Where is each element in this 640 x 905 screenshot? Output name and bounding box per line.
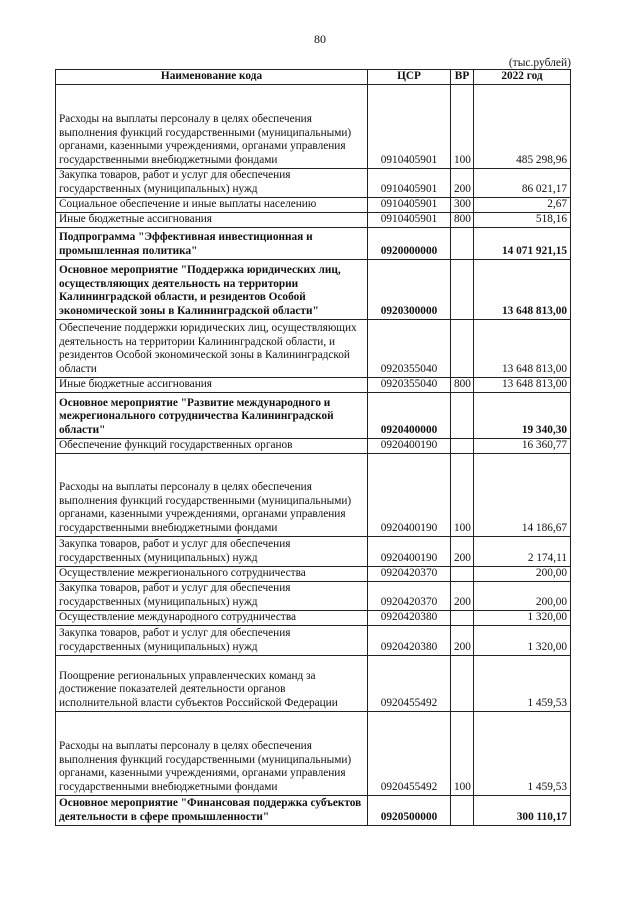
cell-name: Основное мероприятие "Развитие международного и межрегионального сотрудничества Калининградской области" [56, 392, 368, 438]
cell-name: Осуществление международного сотрудничества [56, 610, 368, 625]
cell-amount: 16 360,77 [474, 438, 571, 453]
cell-vr: 100 [451, 453, 474, 536]
table-row [56, 84, 571, 168]
budget-table [55, 69, 571, 826]
header-name: Наименование кода [56, 70, 368, 85]
cell-csr: 0920455492 [368, 711, 451, 795]
cell-name: Расходы на выплаты персоналу в целях обеспечения выполнения функций государственными (муниципальными) органами, казенными учреждениями, органами управления государственными внебюджетными фондами [56, 453, 368, 536]
table-row [56, 212, 571, 227]
cell-vr: 200 [451, 625, 474, 655]
cell-vr [451, 795, 474, 825]
cell-vr [451, 227, 474, 259]
table-row [56, 711, 571, 795]
cell-name: Основное мероприятие "Поддержка юридических лиц, осуществляющих деятельность на территории Калининградской области, и резидентов Особой экономической зоны в Калининградской области" [56, 259, 368, 319]
cell-amount: 19 340,30 [474, 392, 571, 438]
cell-csr: 0920400190 [368, 438, 451, 453]
cell-amount: 2 174,11 [474, 536, 571, 566]
table-row [56, 168, 571, 197]
cell-vr [451, 566, 474, 581]
cell-csr: 0920400000 [368, 392, 451, 438]
cell-vr: 200 [451, 581, 474, 610]
cell-amount: 1 320,00 [474, 610, 571, 625]
header-vr: ВР [451, 70, 474, 85]
cell-name: Осуществление межрегионального сотрудничества [56, 566, 368, 581]
cell-vr [451, 319, 474, 377]
cell-csr: 0920400190 [368, 453, 451, 536]
cell-name: Расходы на выплаты персоналу в целях обеспечения выполнения функций государственными (муниципальными) органами, казенными учреждениями, органами управления государственными внебюджетными фондами [56, 711, 368, 795]
table-row [56, 453, 571, 536]
cell-amount: 1 320,00 [474, 625, 571, 655]
cell-vr [451, 259, 474, 319]
cell-name: Подпрограмма "Эффективная инвестиционная и промышленная политика" [56, 227, 368, 259]
table-row [56, 259, 571, 319]
cell-name: Закупка товаров, работ и услуг для обеспечения государственных (муниципальных) нужд [56, 625, 368, 655]
table-row [56, 197, 571, 212]
cell-name: Закупка товаров, работ и услуг для обеспечения государственных (муниципальных) нужд [56, 536, 368, 566]
cell-name: Расходы на выплаты персоналу в целях обеспечения выполнения функций государственными (муниципальными) органами, казенными учреждениями, органами управления государственными внебюджетными фондами [56, 84, 368, 168]
cell-amount: 518,16 [474, 212, 571, 227]
table-row [56, 377, 571, 392]
table-row [56, 610, 571, 625]
cell-vr: 300 [451, 197, 474, 212]
cell-csr: 0920355040 [368, 377, 451, 392]
cell-amount: 86 021,17 [474, 168, 571, 197]
cell-amount: 300 110,17 [474, 795, 571, 825]
cell-amount: 2,67 [474, 197, 571, 212]
cell-csr: 0910405901 [368, 168, 451, 197]
units-label: (тыс.рублей) [508, 57, 571, 69]
cell-csr: 0920300000 [368, 259, 451, 319]
table-row [56, 319, 571, 377]
page-number: 80 [314, 32, 326, 46]
cell-csr: 0920420380 [368, 610, 451, 625]
cell-name: Основное мероприятие "Финансовая поддержка субъектов деятельности в сфере промышленности" [56, 795, 368, 825]
cell-vr [451, 610, 474, 625]
cell-vr: 200 [451, 168, 474, 197]
table-row [56, 581, 571, 610]
cell-amount: 14 071 921,15 [474, 227, 571, 259]
table-row [56, 795, 571, 825]
table-row [56, 566, 571, 581]
cell-amount: 13 648 813,00 [474, 377, 571, 392]
cell-csr: 0910405901 [368, 84, 451, 168]
header-year: 2022 год [474, 70, 571, 85]
cell-vr: 200 [451, 536, 474, 566]
header-csr: ЦСР [368, 70, 451, 85]
cell-vr [451, 392, 474, 438]
cell-csr: 0910405901 [368, 197, 451, 212]
cell-name: Иные бюджетные ассигнования [56, 212, 368, 227]
cell-amount: 1 459,53 [474, 655, 571, 711]
cell-amount: 200,00 [474, 566, 571, 581]
cell-name: Иные бюджетные ассигнования [56, 377, 368, 392]
cell-csr: 0920400190 [368, 536, 451, 566]
cell-csr: 0920455492 [368, 655, 451, 711]
cell-csr: 0920500000 [368, 795, 451, 825]
cell-csr: 0920420370 [368, 581, 451, 610]
cell-name: Закупка товаров, работ и услуг для обеспечения государственных (муниципальных) нужд [56, 581, 368, 610]
table-row [56, 655, 571, 711]
cell-amount: 13 648 813,00 [474, 259, 571, 319]
table-row [56, 392, 571, 438]
cell-csr: 0920355040 [368, 319, 451, 377]
cell-csr: 0920420370 [368, 566, 451, 581]
cell-amount: 1 459,53 [474, 711, 571, 795]
cell-name: Социальное обеспечение и иные выплаты населению [56, 197, 368, 212]
cell-name: Обеспечение функций государственных органов [56, 438, 368, 453]
cell-csr: 0910405901 [368, 212, 451, 227]
table-row [56, 438, 571, 453]
cell-vr: 100 [451, 84, 474, 168]
cell-csr: 0920000000 [368, 227, 451, 259]
cell-csr: 0920420380 [368, 625, 451, 655]
cell-vr: 100 [451, 711, 474, 795]
cell-vr [451, 655, 474, 711]
cell-amount: 14 186,67 [474, 453, 571, 536]
table-row [56, 227, 571, 259]
cell-amount: 13 648 813,00 [474, 319, 571, 377]
cell-vr [451, 438, 474, 453]
table-header-row [56, 70, 571, 85]
table-row [56, 536, 571, 566]
cell-vr: 800 [451, 377, 474, 392]
cell-amount: 200,00 [474, 581, 571, 610]
cell-name: Обеспечение поддержки юридических лиц, осуществляющих деятельность на территории Калининградской области, и резидентов Особой экономической зоны в Калининградской области [56, 319, 368, 377]
cell-amount: 485 298,96 [474, 84, 571, 168]
cell-name: Поощрение региональных управленческих команд за достижение показателей деятельности органов исполнительной власти субъектов Российской Федерации [56, 655, 368, 711]
cell-name: Закупка товаров, работ и услуг для обеспечения государственных (муниципальных) нужд [56, 168, 368, 197]
cell-vr: 800 [451, 212, 474, 227]
table-row [56, 625, 571, 655]
